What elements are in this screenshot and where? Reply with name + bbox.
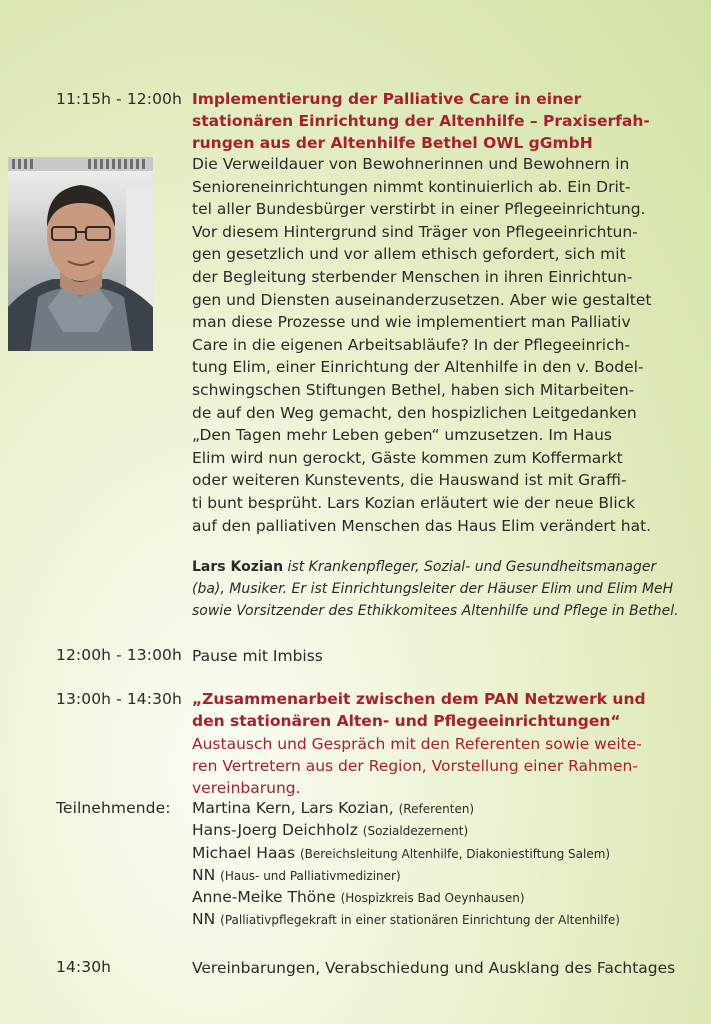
title-line: „Zusammenarbeit zwischen dem PAN Netzwerk und <box>192 690 646 708</box>
participants-list <box>192 798 669 932</box>
speaker-portrait-image <box>8 157 153 351</box>
participant: Anne-Meike Thöne (Hospizkreis Bad Oeynhausen) <box>192 888 525 907</box>
body-line: Care in die eigenen Arbeitsabläufe? In der Pflegeeinrich- <box>192 335 631 354</box>
participant: Martina Kern, Lars Kozian, (Referenten) <box>192 799 475 817</box>
body-line: schwingschen Stiftungen Bethel, haben sich Mitarbeiten- <box>192 380 635 399</box>
body-line: auf den palliativen Menschen das Haus Elim verändert hat. <box>192 516 652 535</box>
desc-line: Austausch und Gespräch mit den Referenten sowie weite- <box>192 735 642 753</box>
bio-line: ist Krankenpfleger, Sozial- und Gesundheitsmanager <box>283 559 657 575</box>
body-line: „Den Tagen mehr Leben geben“ umzusetzen. Im Haus <box>192 426 612 445</box>
session-description <box>192 153 669 537</box>
session-text: Vereinbarungen, Verabschiedung und Ausklang des Fachtages <box>192 959 676 977</box>
session-time: 13:00h - 14:30h <box>56 690 182 708</box>
body-line: Elim wird nun gerockt, Gäste kommen zum Koffermarkt <box>192 448 623 467</box>
body-line: Senioreneinrichtungen nimmt kontinuierlich ab. Ein Drit- <box>192 177 631 196</box>
desc-line: vereinbarung. <box>192 779 301 797</box>
participants-label: Teilnehmende: <box>56 799 171 817</box>
body-line: gen gesetzlich und vor allem ethisch gefordert, sich mit <box>192 245 626 264</box>
title-line: rungen aus der Altenhilfe Bethel OWL gGmbH <box>192 134 593 152</box>
participant: NN (Palliativpflegekraft in einer stationären Einrichtung der Altenhilfe) <box>192 910 620 929</box>
title-line: stationären Einrichtung der Altenhilfe – Praxiserfah- <box>192 112 650 130</box>
body-line: oder weiteren Kunstevents, die Hauswand ist mit Graffi- <box>192 471 627 490</box>
body-line: tel aller Bundesbürger verstirbt in einer Pflegeeinrichtung. <box>192 200 646 219</box>
body-line: Die Verweildauer von Bewohnerinnen und Bewohnern in <box>192 155 630 173</box>
body-line: Vor diesem Hintergrund sind Träger von Pflegeeinrichtun- <box>192 222 638 241</box>
body-line: tung Elim, einer Einrichtung der Altenhilfe in den v. Bodel- <box>192 358 644 377</box>
participant: Michael Haas (Bereichsleitung Altenhilfe, Diakoniestiftung Salem) <box>192 843 611 862</box>
body-line: der Begleitung sterbender Menschen in ihren Einrichtun- <box>192 267 633 286</box>
session-time: 14:30h <box>56 958 112 976</box>
session-time: 12:00h - 13:00h <box>56 646 182 664</box>
session-title <box>192 688 669 732</box>
speaker-bio <box>192 556 679 622</box>
participant: Hans-Joerg Deichholz (Sozialdezernent) <box>192 821 469 840</box>
body-line: ti bunt besprüht. Lars Kozian erläutert wie der neue Blick <box>192 493 636 512</box>
session-title <box>192 88 669 154</box>
body-line: man diese Prozesse und wie implementiert man Palliativ <box>192 313 631 332</box>
body-line: gen und Diensten auseinanderzusetzen. Aber wie gestaltet <box>192 290 652 309</box>
desc-line: ren Vertretern aus der Region, Vorstellung einer Rahmen- <box>192 757 638 775</box>
session-description <box>192 733 669 799</box>
speaker-photo <box>8 157 153 351</box>
session-text: Pause mit Imbiss <box>192 647 323 665</box>
session-time: 11:15h - 12:00h <box>56 90 182 108</box>
title-line: den stationären Alten- und Pflegeeinrichtungen“ <box>192 712 621 730</box>
participant: NN (Haus- und Palliativmediziner) <box>192 865 401 884</box>
title-line: Implementierung der Palliative Care in einer <box>192 90 582 108</box>
bio-line: (ba), Musiker. Er ist Einrichtungsleiter der Häuser Elim und Elim MeH <box>192 581 674 597</box>
bio-line: sowie Vorsitzender des Ethikkomitees Altenhilfe und Pflege in Bethel. <box>192 603 679 619</box>
speaker-name: Lars Kozian <box>192 559 284 575</box>
body-line: de auf den Weg gemacht, den hospizlichen Leitgedanken <box>192 403 637 422</box>
